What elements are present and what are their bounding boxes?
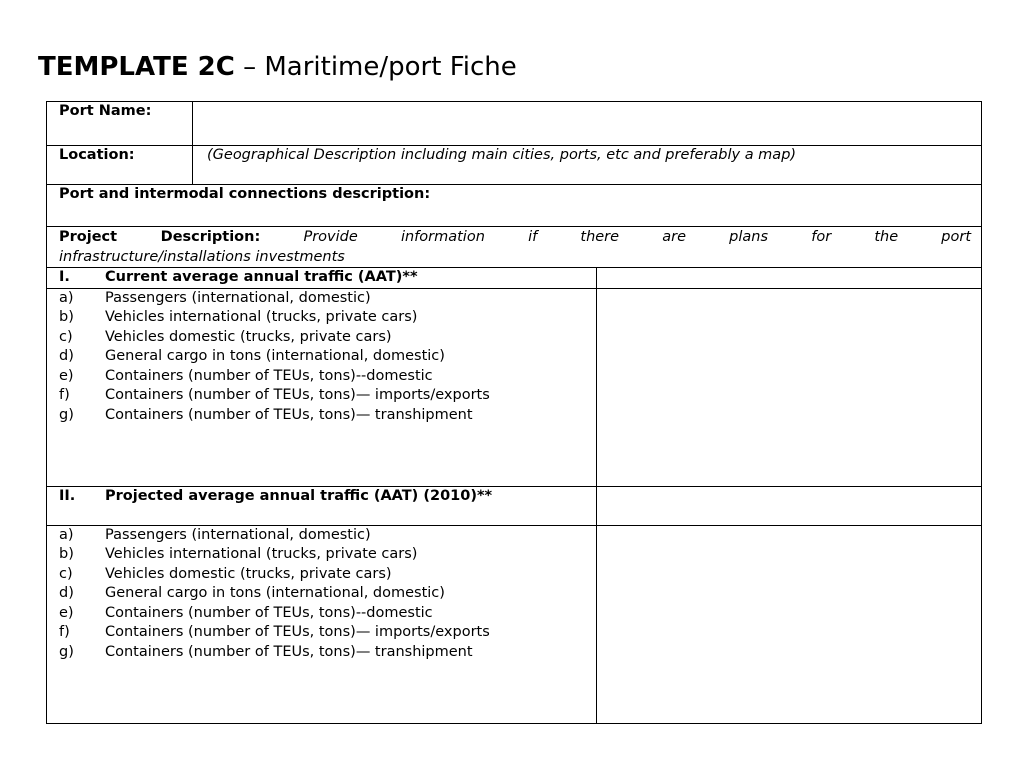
list-item [59, 565, 596, 585]
item-letter: c) [59, 565, 73, 582]
list-item [59, 367, 596, 387]
item-text: Containers (number of TEUs, tons)— transhipment [105, 406, 473, 423]
project-row [47, 227, 982, 268]
section2-values[interactable] [597, 525, 982, 723]
location-label: Location: [47, 146, 193, 185]
item-text: Passengers (international, domestic) [105, 289, 371, 306]
port-name-label: Port Name: [47, 102, 193, 146]
item-letter: d) [59, 585, 74, 601]
list-item [59, 643, 596, 663]
connections-row [47, 185, 982, 227]
item-letter: e) [59, 367, 74, 384]
item-letter: e) [59, 604, 74, 621]
section2-numeral: II. [59, 487, 76, 504]
item-letter: c) [59, 328, 73, 345]
project-cell[interactable] [47, 227, 982, 268]
connections-label[interactable]: Port and intermodal connections description: [47, 185, 982, 227]
item-text: Containers (number of TEUs, tons)— transhipment [105, 643, 473, 660]
list-item [59, 545, 596, 565]
list-item [59, 328, 596, 348]
location-hint[interactable]: (Geographical Description including main cities, ports, etc and preferably a map) [193, 146, 982, 185]
port-fiche-table [46, 101, 982, 724]
title-bold: TEMPLATE 2C [38, 52, 235, 82]
item-letter: g) [59, 643, 74, 660]
section1-list [59, 289, 596, 426]
section2-items-row [47, 525, 982, 723]
section2-heading-cell [47, 486, 597, 525]
list-item [59, 386, 596, 406]
section1-numeral: I. [59, 269, 70, 285]
item-text: Containers (number of TEUs, tons)--domestic [105, 604, 433, 621]
list-item [59, 289, 596, 309]
item-text: General cargo in tons (international, domestic) [105, 348, 445, 364]
list-item [59, 604, 596, 624]
section1-heading-row [47, 268, 982, 289]
item-letter: d) [59, 348, 74, 364]
section1-heading: Current average annual traffic (AAT)** [105, 269, 418, 285]
section2-heading: Projected average annual traffic (AAT) (2010)** [105, 487, 493, 504]
item-text: Containers (number of TEUs, tons)— imports/exports [105, 624, 490, 640]
item-letter: g) [59, 406, 74, 423]
item-letter: b) [59, 546, 74, 562]
item-text: Passengers (international, domestic) [105, 526, 371, 543]
list-item [59, 584, 596, 604]
location-row [47, 146, 982, 185]
list-item [59, 526, 596, 546]
section1-heading-value[interactable] [597, 268, 982, 289]
list-item [59, 347, 596, 367]
section1-heading-cell [47, 268, 597, 289]
port-name-value[interactable] [193, 102, 982, 146]
section2-list [59, 526, 596, 663]
item-text: Containers (number of TEUs, tons)— imports/exports [105, 387, 490, 403]
item-letter: a) [59, 289, 74, 306]
item-letter: f) [59, 387, 70, 403]
section2-heading-value[interactable] [597, 486, 982, 525]
item-letter: a) [59, 526, 74, 543]
title-rest: – Maritime/port Fiche [234, 52, 517, 82]
item-text: Vehicles international (trucks, private cars) [105, 546, 418, 562]
section1-items-cell [47, 288, 597, 486]
item-letter: b) [59, 309, 74, 325]
list-item [59, 406, 596, 426]
page-title [38, 52, 517, 82]
port-name-row [47, 102, 982, 146]
section1-values[interactable] [597, 288, 982, 486]
section2-heading-row [47, 486, 982, 525]
item-text: General cargo in tons (international, domestic) [105, 585, 445, 601]
project-hint-line1: Provide information if there are plans for the port [303, 229, 972, 245]
item-text: Vehicles international (trucks, private cars) [105, 309, 418, 325]
item-text: Containers (number of TEUs, tons)--domestic [105, 367, 433, 384]
section2-items-cell [47, 525, 597, 723]
item-letter: f) [59, 624, 70, 640]
section1-items-row [47, 288, 982, 486]
item-text: Vehicles domestic (trucks, private cars) [105, 565, 392, 582]
project-label: Project Description: [59, 229, 261, 245]
list-item [59, 623, 596, 643]
list-item [59, 308, 596, 328]
item-text: Vehicles domestic (trucks, private cars) [105, 328, 392, 345]
project-hint-line2: infrastructure/installations investments [59, 248, 345, 265]
